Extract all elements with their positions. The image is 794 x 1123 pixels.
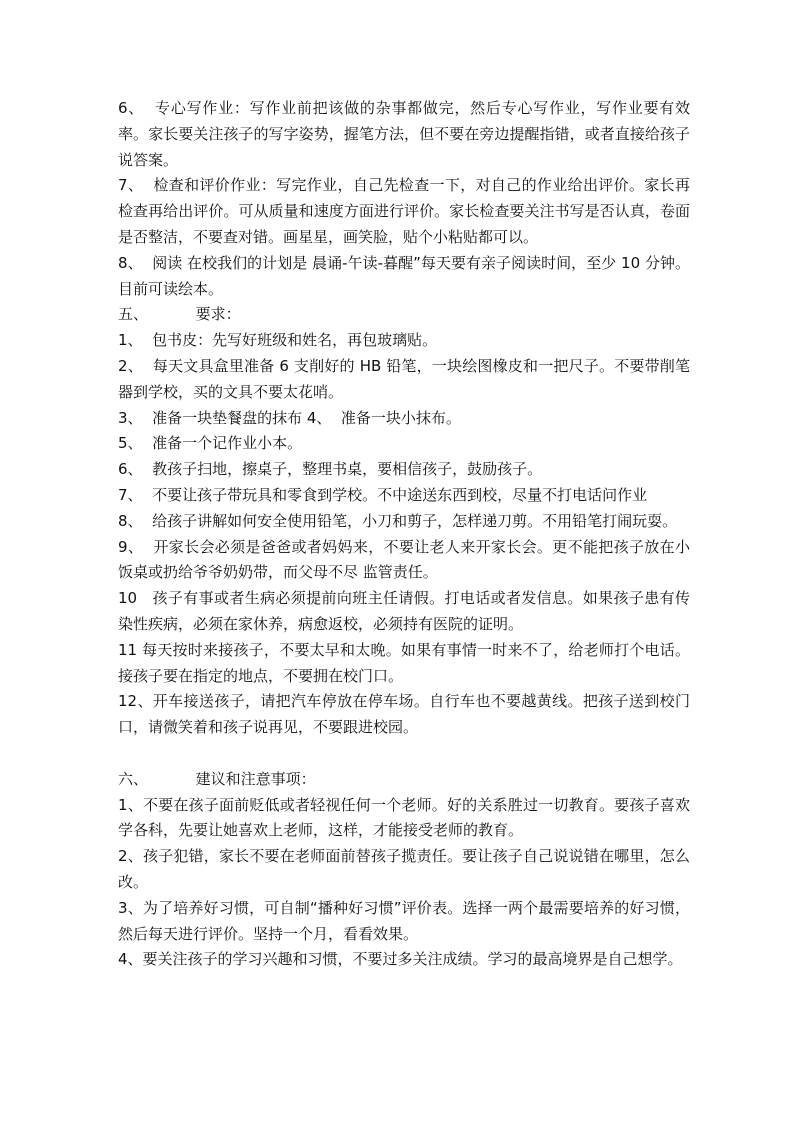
- paragraph-item-7-check-homework: 7、 检查和评价作业：写完作业，自己先检查一下，对自己的作业给出评价。家长再检查再给出评价。可从质量和速度方面进行评价。家长检查要关注书写是否认真，卷面是否整洁，不要查对错。画星星，画笑脸，贴个小粘贴都可以。: [118, 176, 690, 246]
- requirement-item-10: 10 孩子有事或者生病必须提前向班主任请假。打电话或者发信息。如果孩子患有传染性疾病，必须在家休养，病愈返校，必须持有医院的证明。: [118, 589, 690, 633]
- suggestion-item-1: 1、不要在孩子面前贬低或者轻视任何一个老师。好的关系胜过一切教育。要孩子喜欢学各科，先要让她喜欢上老师，这样，才能接受老师的教育。: [118, 795, 690, 840]
- requirement-item-8: 8、 给孩子讲解如何安全使用铅笔，小刀和剪子，怎样递刀剪。不用铅笔打闹玩耍。: [118, 511, 678, 530]
- requirement-item-2: 2、 每天文具盒里准备 6 支削好的 HB 铅笔，一块绘图橡皮和一把尺子。不要带削笔器到学校，买的文具不要太花哨。: [118, 356, 690, 401]
- requirement-item-9: 9、 开家长会必须是爸爸或者妈妈来，不要让老人来开家长会。更不能把孩子放在小饭桌或扔给爷爷奶奶带，而父母不尽 监管责任。: [118, 537, 690, 582]
- requirement-item-7: 7、 不要让孩子带玩具和零食到学校。不中途送东西到校，尽量不打电话问作业: [118, 485, 648, 504]
- requirement-item-3-4: 3、 准备一块垫餐盘的抹布 4、 准备一块小抹布。: [118, 408, 461, 427]
- suggestion-item-2: 2、孩子犯错，家长不要在老师面前替孩子揽责任。要让孩子自己说说错在哪里，怎么改。: [118, 847, 690, 891]
- document-body: [118, 96, 690, 973]
- paragraph-item-8-reading: 8、 阅读 在校我们的计划是 晨诵-午读-暮醒”每天要有亲子阅读时间，至少 10 分钟。目前可读绘本。: [118, 253, 690, 298]
- section-heading-requirements: 五、 要求：: [118, 305, 241, 324]
- requirement-item-6: 6、 教孩子扫地，擦桌子，整理书桌，要相信孩子，鼓励孩子。: [118, 460, 543, 479]
- requirement-item-1: 1、 包书皮：先写好班级和姓名，再包玻璃贴。: [118, 331, 438, 350]
- suggestion-item-3: 3、为了培养好习惯，可自制“播种好习惯”评价表。选择一两个最需要培养的好习惯，然后每天进行评价。坚持一个月，看看效果。: [118, 898, 690, 943]
- suggestion-item-4: 4、要关注孩子的学习兴趣和习惯，不要过多关注成绩。学习的最高境界是自己想学。: [118, 950, 683, 969]
- section-heading-suggestions: 六、 建议和注意事项：: [118, 769, 316, 788]
- requirement-item-11: 11 每天按时来接孩子，不要太早和太晚。如果有事情一时来不了，给老师打个电话。接孩子要在指定的地点，不要拥在校门口。: [118, 640, 690, 685]
- requirement-item-5: 5、 准备一个记作业小本。: [118, 434, 303, 453]
- blank-line: [118, 741, 690, 767]
- paragraph-item-6-homework-focus: 6、 专心写作业：写作业前把该做的杂事都做完，然后专心写作业，写作业要有效率。家长要关注孩子的写字姿势，握笔方法，但不要在旁边提醒指错，或者直接给孩子说答案。: [118, 99, 690, 169]
- requirement-item-12: 12、开车接送孩子，请把汽车停放在停车场。自行车也不要越黄线。把孩子送到校门口，请微笑着和孩子说再见，不要跟进校园。: [118, 692, 690, 737]
